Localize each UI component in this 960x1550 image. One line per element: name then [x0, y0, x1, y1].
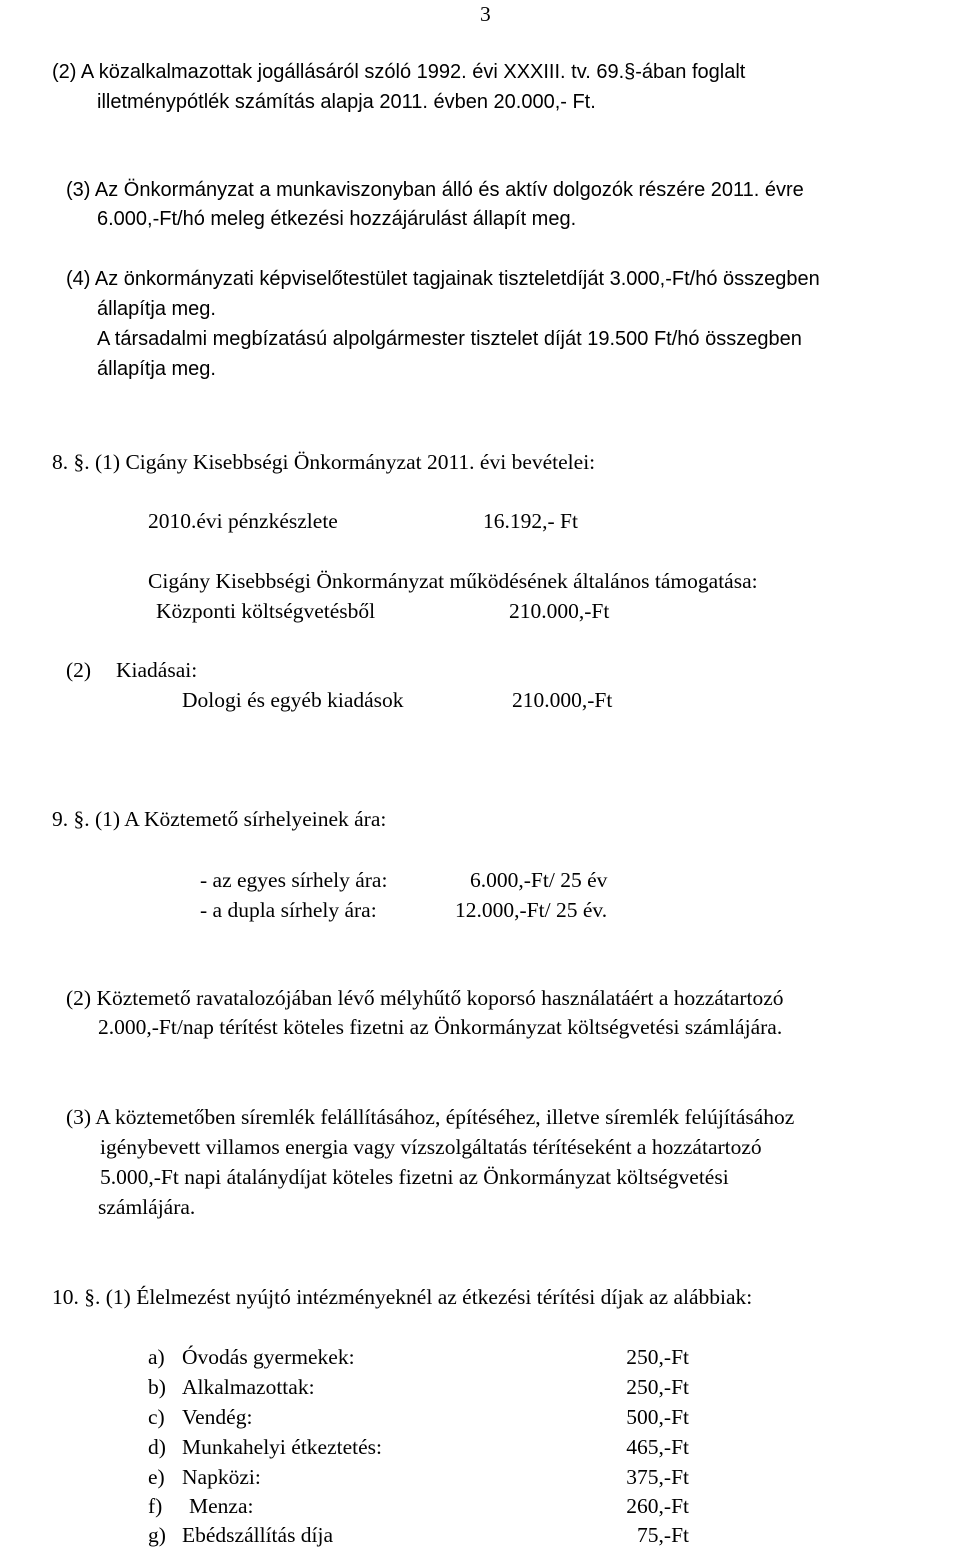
- cash-value: 16.192,- Ft: [483, 509, 578, 533]
- fee-value: 260,-Ft: [626, 1494, 689, 1518]
- material-expenses-label: Dologi és egyéb kiadások: [182, 688, 404, 712]
- fee-value: 75,-Ft: [637, 1523, 689, 1547]
- para-3-line-2: 6.000,-Ft/hó meleg étkezési hozzájárulást állapít meg.: [97, 208, 577, 230]
- double-grave-label: - a dupla sírhely ára:: [200, 898, 377, 922]
- fee-label: Alkalmazottak:: [182, 1375, 315, 1399]
- section-10-heading: 10. §. (1) Élelmezést nyújtó intézményeknél az étkezési térítési díjak az alábbiak:: [52, 1285, 753, 1309]
- para-4-line-3: A társadalmi megbízatású alpolgármester tisztelet díját 19.500 Ft/hó összegben: [97, 328, 802, 350]
- material-expenses-value: 210.000,-Ft: [512, 688, 613, 712]
- para-4-line-1: (4) Az önkormányzati képviselőtestület tagjainak tiszteletdíját 3.000,-Ft/hó összegben: [66, 268, 820, 290]
- expenses-label: Kiadásai:: [116, 658, 198, 682]
- section-8-heading: 8. §. (1) Cigány Kisebbségi Önkormányzat 2011. évi bevételei:: [52, 450, 596, 474]
- fee-label: Munkahelyi étkeztetés:: [182, 1435, 382, 1459]
- para-2-line-1: (2) A közalkalmazottak jogállásáról szóló 1992. évi XXXIII. tv. 69.§-ában foglalt: [52, 61, 746, 83]
- fee-letter: c): [148, 1405, 165, 1429]
- para-9-3-line-2: igénybevett villamos energia vagy vízszolgáltatás térítéseként a hozzátartozó: [100, 1135, 762, 1159]
- fee-letter: g): [148, 1523, 166, 1547]
- para-9-3-line-1: (3) A köztemetőben síremlék felállításához, építéséhez, illetve síremlék felújításához: [66, 1105, 795, 1129]
- section-9-heading: 9. §. (1) A Köztemető sírhelyeinek ára:: [52, 807, 387, 831]
- cash-label: 2010.évi pénzkészlete: [148, 509, 338, 533]
- support-label: Cigány Kisebbségi Önkormányzat működésének általános támogatása:: [148, 569, 758, 593]
- para-9-2-line-2: 2.000,-Ft/nap térítést köteles fizetni az Önkormányzat költségvetési számlájára.: [98, 1015, 783, 1039]
- para-9-3-line-4: számlájára.: [98, 1195, 196, 1219]
- fee-value: 250,-Ft: [626, 1345, 689, 1369]
- fee-letter: e): [148, 1465, 165, 1489]
- fee-value: 465,-Ft: [626, 1435, 689, 1459]
- fee-label: Óvodás gyermekek:: [182, 1345, 355, 1369]
- fee-label: Menza:: [189, 1494, 254, 1518]
- fee-value: 375,-Ft: [626, 1465, 689, 1489]
- expenses-number: (2): [66, 658, 92, 682]
- fee-letter: a): [148, 1345, 165, 1369]
- fee-value: 250,-Ft: [626, 1375, 689, 1399]
- double-grave-value: 12.000,-Ft/ 25 év.: [455, 898, 608, 922]
- para-9-2-line-1: (2) Köztemető ravatalozójában lévő mélyhűtő koporsó használatáért a hozzátartozó: [66, 986, 784, 1010]
- fee-label: Vendég:: [182, 1405, 253, 1429]
- para-2-line-2: illetménypótlék számítás alapja 2011. évben 20.000,- Ft.: [97, 91, 596, 113]
- single-grave-value: 6.000,-Ft/ 25 év: [470, 868, 608, 892]
- para-9-3-line-3: 5.000,-Ft napi átalánydíjat köteles fizetni az Önkormányzat költségvetési: [100, 1165, 729, 1189]
- fee-letter: b): [148, 1375, 166, 1399]
- fee-value: 500,-Ft: [626, 1405, 689, 1429]
- fee-label: Ebédszállítás díja: [182, 1523, 334, 1547]
- para-3-line-1: (3) Az Önkormányzat a munkaviszonyban álló és aktív dolgozók részére 2011. évre: [66, 179, 804, 201]
- page-number: 3: [480, 2, 491, 26]
- fee-label: Napközi:: [182, 1465, 261, 1489]
- fee-letter: f): [148, 1494, 163, 1518]
- central-budget-label: Központi költségvetésből: [156, 599, 376, 623]
- para-4-line-4: állapítja meg.: [97, 358, 216, 380]
- para-4-line-2: állapítja meg.: [97, 298, 216, 320]
- single-grave-label: - az egyes sírhely ára:: [200, 868, 388, 892]
- central-budget-value: 210.000,-Ft: [509, 599, 610, 623]
- fee-letter: d): [148, 1435, 166, 1459]
